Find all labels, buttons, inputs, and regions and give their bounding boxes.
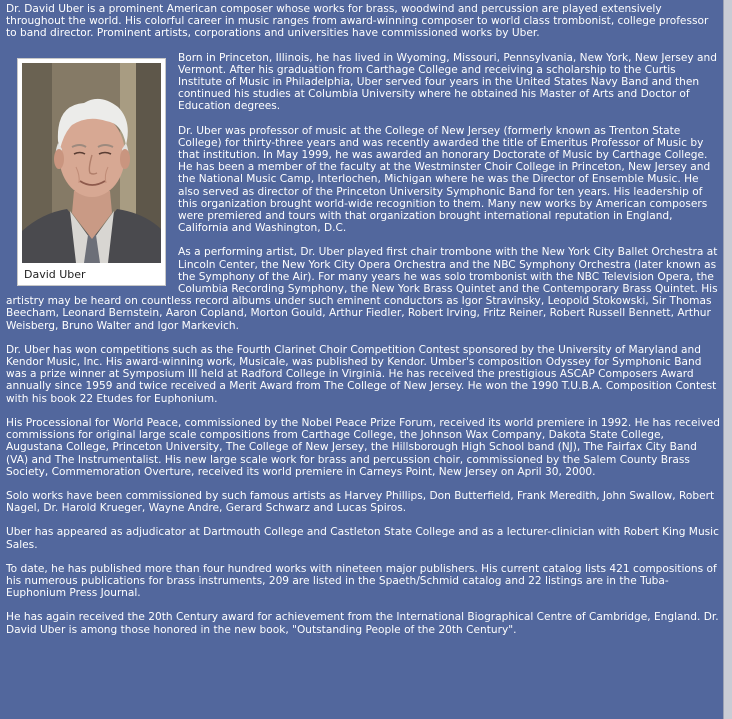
portrait-photo <box>22 63 161 263</box>
bio-paragraph-solo-works: Solo works have been commissioned by such famous artists as Harvey Phillips, Don Butterfield, Frank Meredith, John Swallow, Robert Nagel, Dr. Harold Krueger, Wayne Andre, Gerard Schwarz and Lucas Spiros. <box>6 489 715 515</box>
portrait-caption: David Uber <box>24 267 86 281</box>
bio-paragraph-background: Born in Princeton, Illinois, he has lived in Wyoming, Missouri, Pennsylvania, New York, New Jersey and Vermont. After his graduation from Carthage College and receiving a scholarship to the Curtis Institute of Music in Philadelphia, Uber served four years in the United States Navy Band and then continued his studies at Columbia University where he obtained his Master of Arts and Doctor of Education degrees. <box>178 51 717 113</box>
bio-paragraph-commissions: His Processional for World Peace, commissioned by the Nobel Peace Prize Forum, received its world premiere in 1992. He has received commissions for original large scale compositions from Carthage College, the Johnson Wax Company, Dakota State College, Augustana College, Princeton University, The College of New Jersey, the Hillsborough High School band (NJ), The Fairfax City Band (VA) and The Instrumentalist. His new large scale work for brass and percussion choir, commissioned by the Salem County Brass Society, Commemoration Overture, received its world premiere in Carneys Point, New Jersey on April 30, 2000. <box>6 416 721 478</box>
bio-paragraph-awards: He has again received the 20th Century award for achievement from the International Biographical Centre of Cambridge, England. Dr. David Uber is among those honored in the new book, "Outstanding People of the 20th Century". <box>6 611 719 636</box>
portrait-frame <box>17 58 166 286</box>
bio-paragraph-intro: Dr. David Uber is a prominent American composer whose works for brass, woodwind and percussion are played extensively throughout the world. His colorful career in music ranges from award-winning composer to world class trombonist, college professor to band director. Prominent artists, corporations and universities have commissioned works by Uber. <box>6 3 709 40</box>
scrollbar-track[interactable] <box>723 0 732 719</box>
bio-paragraph-publications: To date, he has published more than four hundred works with nineteen major publishers. His current catalog lists 421 compositions of his numerous publications for brass instruments, 209 are listed in the Spaeth/Schmid catalog and 22 listings are in the Tuba-Euphonium Press Journal. <box>6 562 717 600</box>
bio-paragraph-adjudicator: Uber has appeared as adjudicator at Dartmouth College and Castleton State College and as a lecturer-clinician with Robert King Music Sales. <box>6 526 719 551</box>
bio-paragraph-competitions: Dr. Uber has won competitions such as the Fourth Clarinet Choir Competition Contest sponsored by the University of Maryland and Kendor Music, Inc. His award-winning work, Musicale, was published by Kendor. Umber's composition Odyssey for Symphonic Band was a prize winner at Symposium III held at Radford College in Virginia. He has received the prestigious ASCAP Composers Award annually since 1959 and twice received a Merit Award from The College of New Jersey. He won the 1990 T.U.B.A. Composition Contest with his book 22 Etudes for Euphonium. <box>6 343 717 405</box>
bio-paragraph-teaching: Dr. Uber was professor of music at the College of New Jersey (formerly known as Trenton State College) for thirty-three years and was recently awarded the title of Emeritus Professor of Music by that institution. In May 1999, he was awarded an honorary Doctorate of Music by Carthage College. He has been a member of the faculty at the Westminster Choir College in Princeton, New Jersey and the National Music Camp, Interlochen, Michigan where he was the Director of Ensemble Music. He also served as director of the Princeton University Symphonic Band for ten years. His leadership of this organization brought world-wide recognition to them. Many new works by American composers were premiered and tours with that organization brought international reputation in England, California and Washington, D.C. <box>178 124 711 235</box>
portrait-illustration <box>22 63 161 263</box>
bio-paragraph-performing: As a performing artist, Dr. Uber played first chair trombone with the New York City Ballet Orchestra at Lincoln Center, the New York City Opera Orchestra and the NBC Symphony Orchestra (later known as the Symphony of the Air). For many years he was solo trombonist with the NBC Television Opera, the Columbia Recording Symphony, the New York Brass Quintet and the Contemporary Brass Quintet. His artistry may be heard on countless record albums under such eminent conductors as Igor Stravinsky, Leopold Stokowski, Sir Thomas Beecham, Leonard Bernstein, Aaron Copland, Morton Gould, Arthur Fiedler, Robert Irving, Fritz Reiner, Robert Russell Bennett, Arthur Weisberg, Bruno Walter and Igor Markevich. <box>6 246 718 332</box>
